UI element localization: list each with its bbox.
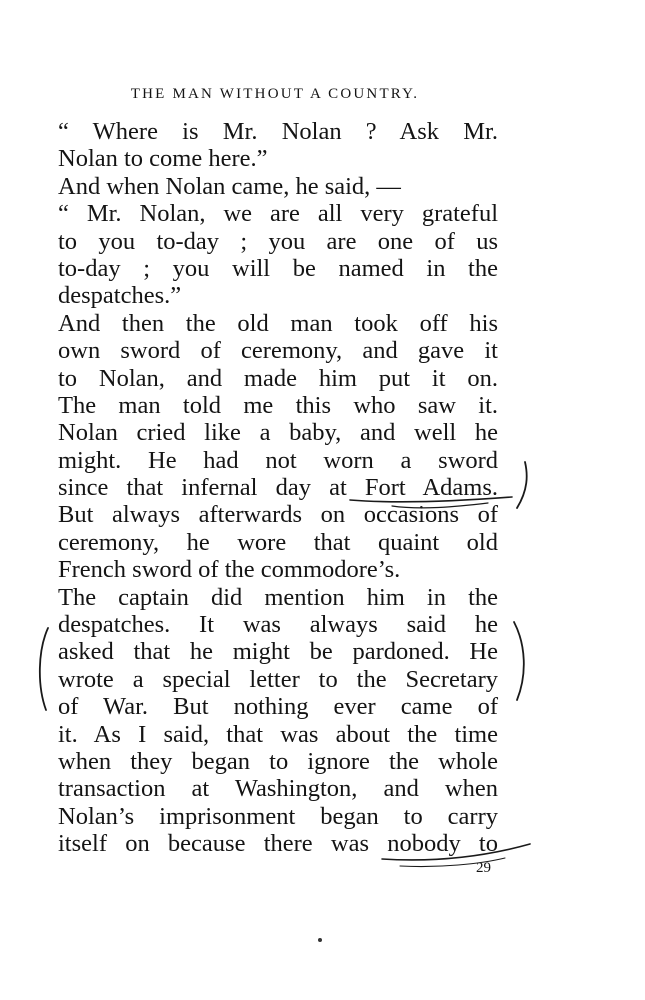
page-number: 29 (476, 860, 491, 876)
bracket-right-lower (514, 622, 524, 700)
text-line: to-day ; you will be named in the (58, 254, 498, 282)
text-line: transaction at Washington, and when (58, 775, 498, 803)
text-line: since that infernal day at Fort Adams. (58, 474, 498, 502)
text-line: own sword of ceremony, and gave it (58, 337, 498, 365)
text-line: And when Nolan came, he said, — (58, 172, 401, 200)
text-line: French sword of the commodore’s. (58, 556, 401, 584)
text-line: of War. But nothing ever came of (58, 693, 498, 721)
text-line: And then the old man took off his (58, 309, 498, 337)
text-line: despatches.” (58, 282, 182, 310)
text-line: Nolan to come here.” (58, 145, 268, 173)
text-line: it. As I said, that was about the time (58, 720, 498, 748)
text-line: to you to-day ; you are one of us (58, 227, 498, 255)
text-line: Nolan cried like a baby, and well he (58, 419, 498, 447)
text-line: “ Mr. Nolan, we are all very grateful (58, 200, 498, 228)
body-text (58, 118, 498, 858)
text-line: The captain did mention him in the (58, 583, 498, 611)
text-line: “ Where is Mr. Nolan ? Ask Mr. (58, 118, 498, 145)
text-line: wrote a special letter to the Secretary (58, 665, 498, 693)
bracket-left-lower (40, 628, 48, 710)
bracket-right-upper (517, 462, 527, 508)
text-line: might. He had not worn a sword (58, 446, 498, 474)
text-line: Nolan’s imprisonment began to carry (58, 802, 498, 830)
ink-speck (318, 938, 322, 942)
text-line: to Nolan, and made him put it on. (58, 364, 498, 392)
text-line: asked that he might be pardoned. He (58, 638, 498, 666)
text-line: itself on because there was nobody to (58, 830, 498, 858)
text-line: ceremony, he wore that quaint old (58, 528, 498, 556)
text-line: But always afterwards on occasions of (58, 501, 498, 529)
text-line: despatches. It was always said he (58, 611, 498, 639)
running-head: THE MAN WITHOUT A COUNTRY. (130, 86, 420, 102)
text-line: The man told me this who saw it. (58, 391, 498, 419)
text-line: when they began to ignore the whole (58, 747, 498, 775)
